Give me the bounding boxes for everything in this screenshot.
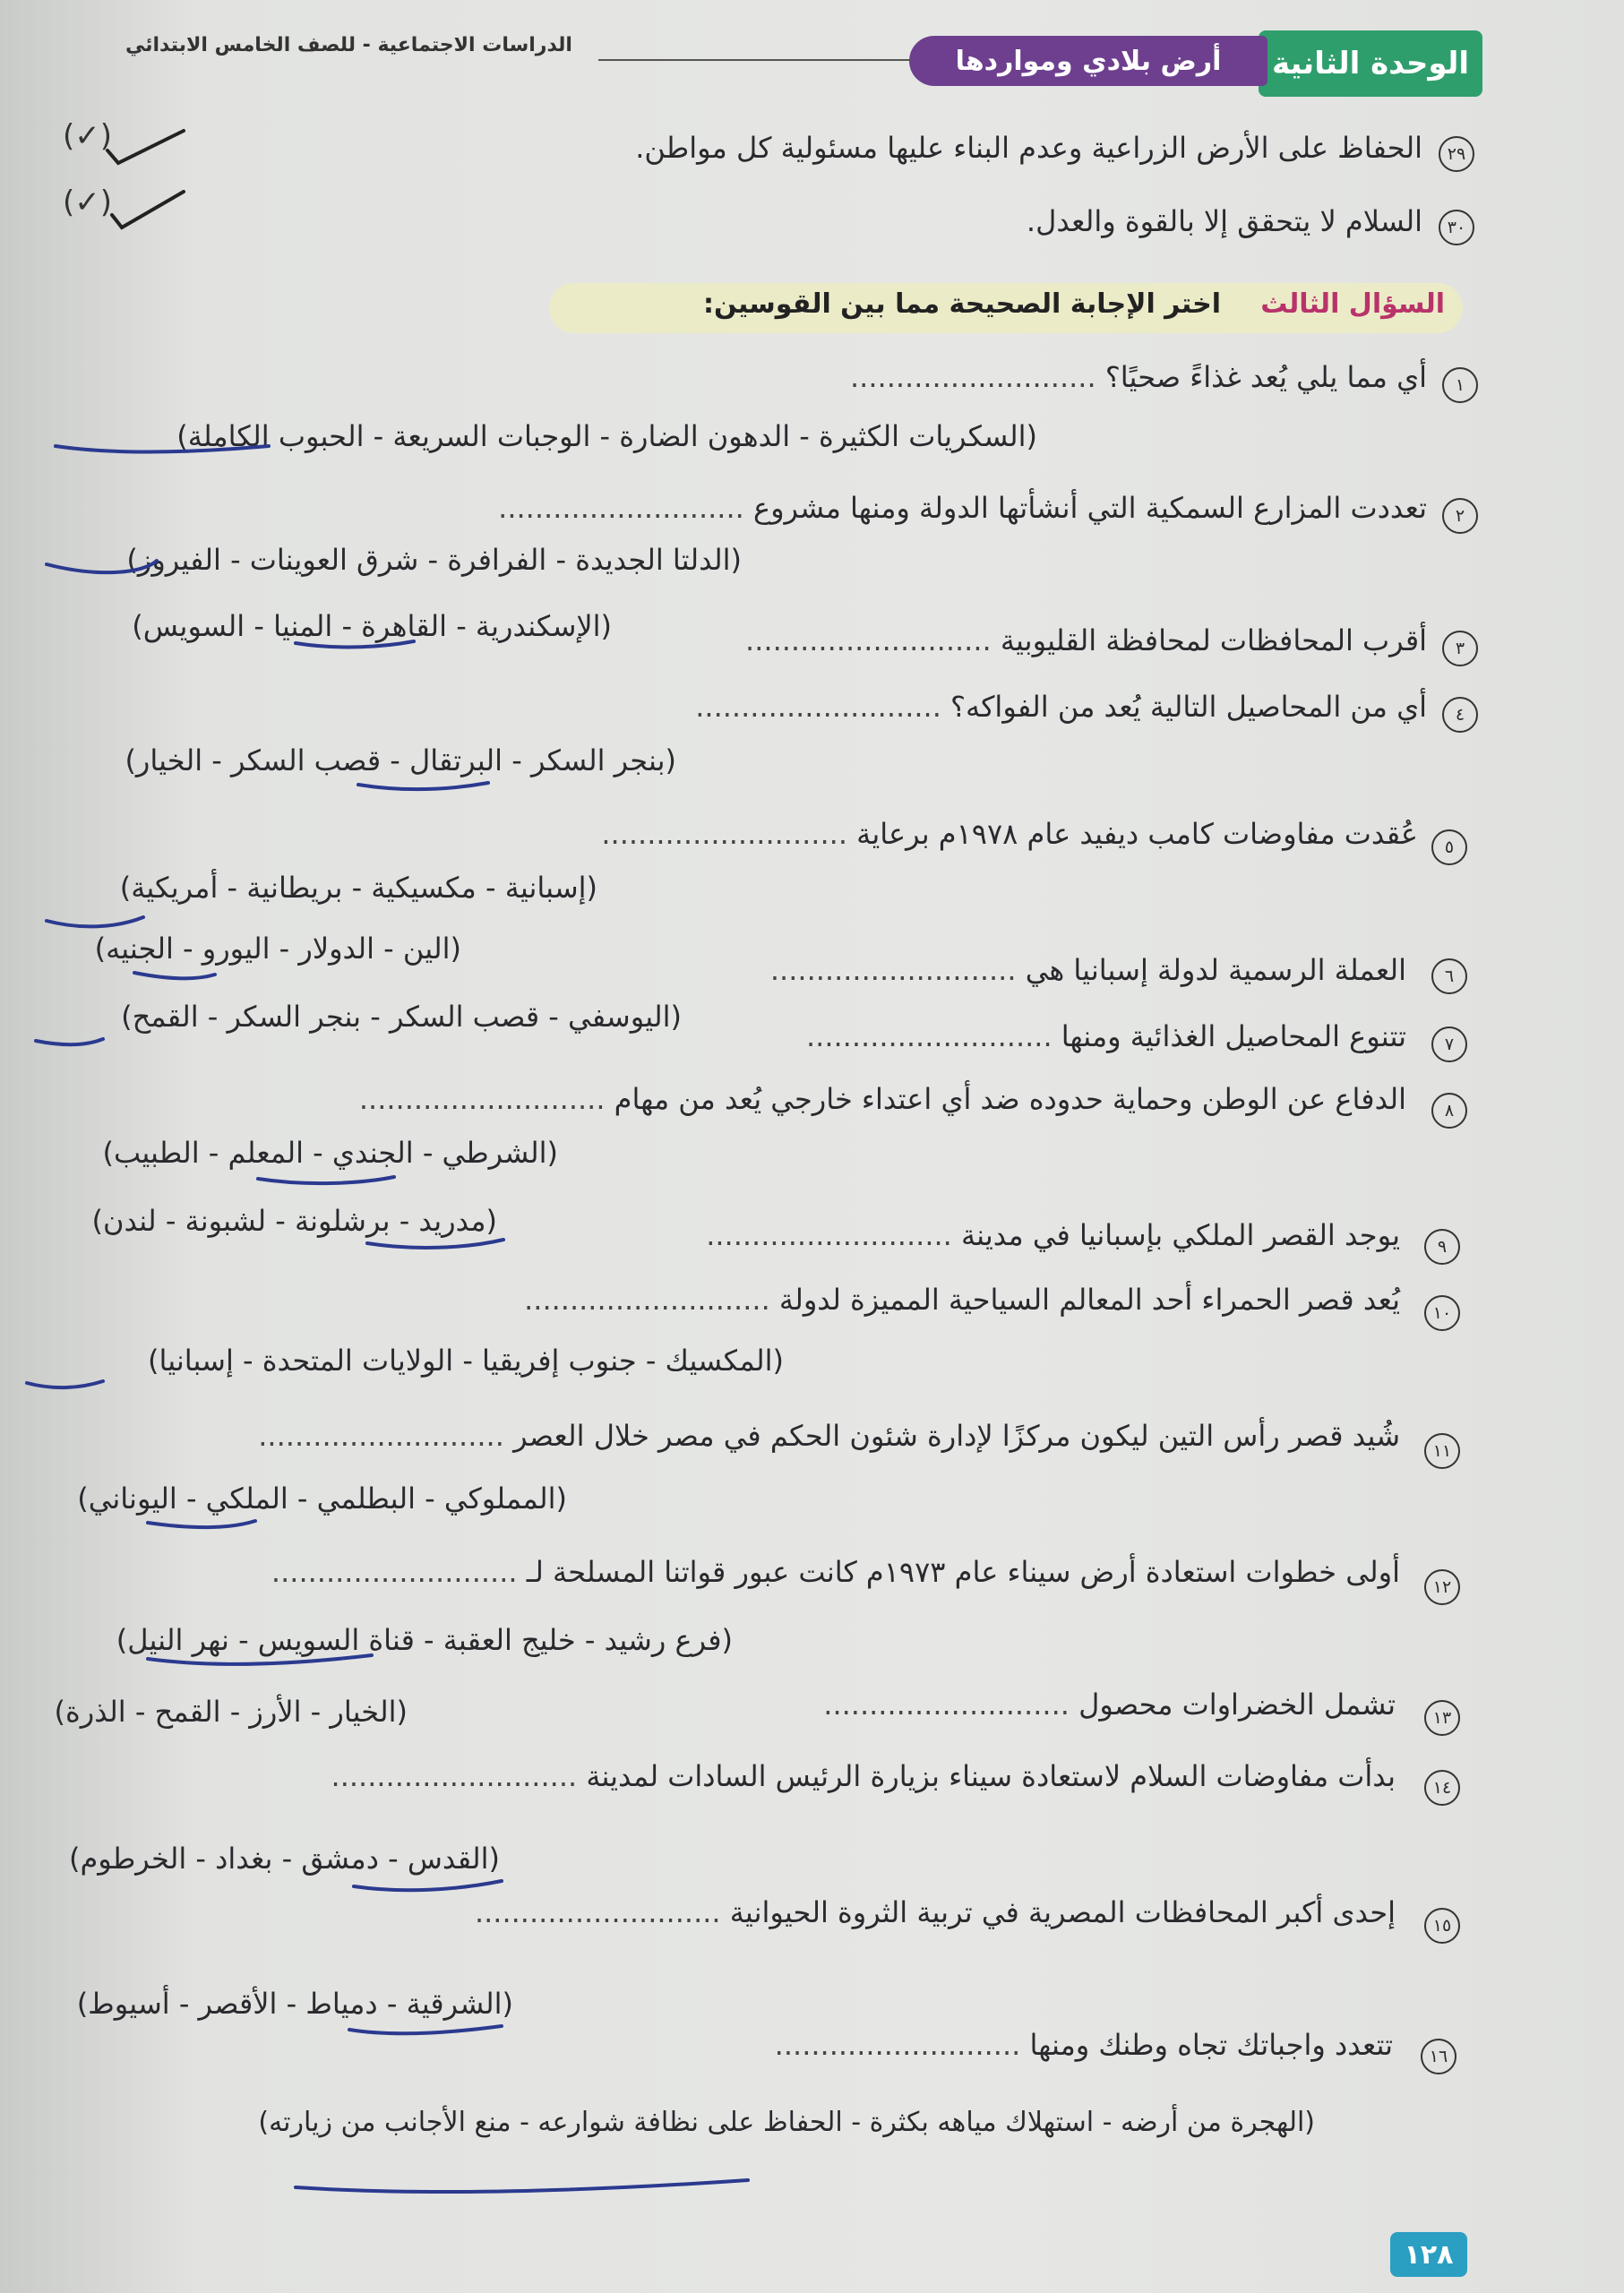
item-1-options: (السكريات الكثيرة - الدهون الضارة - الوجبات السريعة - الحبوب الكاملة) [176, 419, 1037, 453]
item-5-text: عُقدت مفاوضات كامب ديفيد عام ١٩٧٨م برعاية ........................... [601, 817, 1418, 851]
item-13-options: (الخيار - الأرز - القمح - الذرة) [54, 1695, 408, 1729]
item-number-6: ٦ [1431, 958, 1467, 994]
item-4-options: (بنجر السكر - البرتقال - قصب السكر - الخيار) [125, 743, 676, 777]
item-12-text: أولى خطوات استعادة أرض سيناء عام ١٩٧٣م كانت عبور قواتنا المسلحة لـ ........................... [271, 1555, 1400, 1589]
item-number-9: ٩ [1424, 1229, 1460, 1265]
item-number-16: ١٦ [1421, 2039, 1456, 2074]
item-8-options: (الشرطي - الجندي - المعلم - الطبيب) [102, 1136, 558, 1170]
item-number-2: ٢ [1442, 498, 1478, 534]
item-number-7: ٧ [1431, 1026, 1467, 1062]
answer-29: (✓) [63, 118, 113, 154]
book-title: الدراسات الاجتماعية - للصف الخامس الابتدائي [125, 34, 572, 56]
item-13-text: تشمل الخضراوات محصول ........................... [823, 1688, 1396, 1722]
question-label: السؤال الثالث [1260, 288, 1445, 320]
item-7-text: تتنوع المحاصيل الغذائية ومنها ........................... [805, 1019, 1406, 1053]
question-instruction: اختر الإجابة الصحيحة مما بين القوسين: [703, 288, 1221, 320]
item-11-options: (المملوكي - البطلمي - الملكي - اليوناني) [77, 1481, 567, 1516]
item-15-text: إحدى أكبر المحافظات المصرية في تربية الثروة الحيوانية ........................... [474, 1895, 1396, 1929]
item-number-15: ١٥ [1424, 1908, 1460, 1944]
item-4-text: أي من المحاصيل التالية يُعد من الفواكه؟ ........................... [695, 690, 1427, 724]
item-number-13: ١٣ [1424, 1700, 1460, 1736]
item-14-text: بدأت مفاوضات السلام لاستعادة سيناء بزيارة الرئيس السادات لمدينة ........................... [331, 1759, 1396, 1793]
item-number-4: ٤ [1442, 697, 1478, 733]
item-6-options: (الين - الدولار - اليورو - الجنيه) [94, 932, 461, 966]
statement-30: السلام لا يتحقق إلا بالقوة والعدل. [1026, 204, 1422, 238]
item-6-text: العملة الرسمية لدولة إسبانيا هي ........................... [769, 953, 1406, 987]
item-16-options: (الهجرة من أرضه - استهلاك مياهه بكثرة - الحفاظ على نظافة شوارعه - منع الأجانب من زيارته) [258, 2107, 1315, 2138]
item-number-8: ٨ [1431, 1093, 1467, 1129]
item-1-text: أي مما يلي يُعد غذاءً صحيًا؟ ........................... [850, 360, 1427, 394]
item-number-1: ١ [1442, 367, 1478, 403]
item-10-text: يُعد قصر الحمراء أحد المعالم السياحية المميزة لدولة ........................... [524, 1283, 1400, 1317]
item-number-30: ٣٠ [1439, 210, 1474, 245]
page-number: ١٢٨ [1390, 2232, 1467, 2277]
item-16-text: تتعدد واجباتك تجاه وطنك ومنها ........................... [774, 2028, 1393, 2062]
item-5-options: (إسبانية - مكسيكية - بريطانية - أمريكية) [119, 871, 597, 905]
item-9-text: يوجد القصر الملكي بإسبانيا في مدينة ........................... [706, 1218, 1400, 1252]
item-number-29: ٢٩ [1439, 136, 1474, 172]
unit-tab: الوحدة الثانية [1259, 30, 1482, 97]
item-2-options: (الدلتا الجديدة - الفرافرة - شرق العوينات - الفيروز) [126, 543, 742, 577]
item-10-options: (المكسيك - جنوب إفريقيا - الولايات المتحدة - إسبانيا) [147, 1344, 784, 1378]
item-number-11: ١١ [1424, 1433, 1460, 1469]
item-2-text: تعددت المزارع السمكية التي أنشأتها الدولة ومنها مشروع ........................... [498, 491, 1427, 525]
statement-29: الحفاظ على الأرض الزراعية وعدم البناء عليها مسئولية كل مواطن. [635, 131, 1422, 165]
item-number-12: ١٢ [1424, 1569, 1460, 1605]
answer-30: (✓) [63, 185, 113, 220]
item-number-3: ٣ [1442, 631, 1478, 666]
item-number-14: ١٤ [1424, 1770, 1460, 1806]
item-12-options: (فرع رشيد - خليج العقبة - قناة السويس - نهر النيل) [116, 1623, 733, 1657]
item-3-options: (الإسكندرية - القاهرة - المنيا - السويس) [132, 609, 612, 643]
item-7-options: (اليوسفي - قصب السكر - بنجر السكر - القمح) [121, 1000, 682, 1034]
item-9-options: (مدريد - برشلونة - لشبونة - لندن) [91, 1204, 497, 1238]
unit-title-banner: أرض بلادي ومواردها [909, 36, 1267, 86]
item-number-10: ١٠ [1424, 1295, 1460, 1331]
item-14-options: (القدس - دمشق - بغداد - الخرطوم) [69, 1842, 500, 1876]
item-15-options: (الشرقية - دمياط - الأقصر - أسيوط) [76, 1987, 513, 2021]
item-11-text: شُيد قصر رأس التين ليكون مركزًا لإدارة شئون الحكم في مصر خلال العصر ........................... [258, 1419, 1400, 1453]
item-3-text: أقرب المحافظات لمحافظة القليوبية ........................... [745, 623, 1427, 657]
item-8-text: الدفاع عن الوطن وحماية حدوده ضد أي اعتداء خارجي يُعد من مهام ........................... [358, 1082, 1406, 1116]
item-number-5: ٥ [1431, 829, 1467, 865]
header-divider [598, 59, 912, 61]
